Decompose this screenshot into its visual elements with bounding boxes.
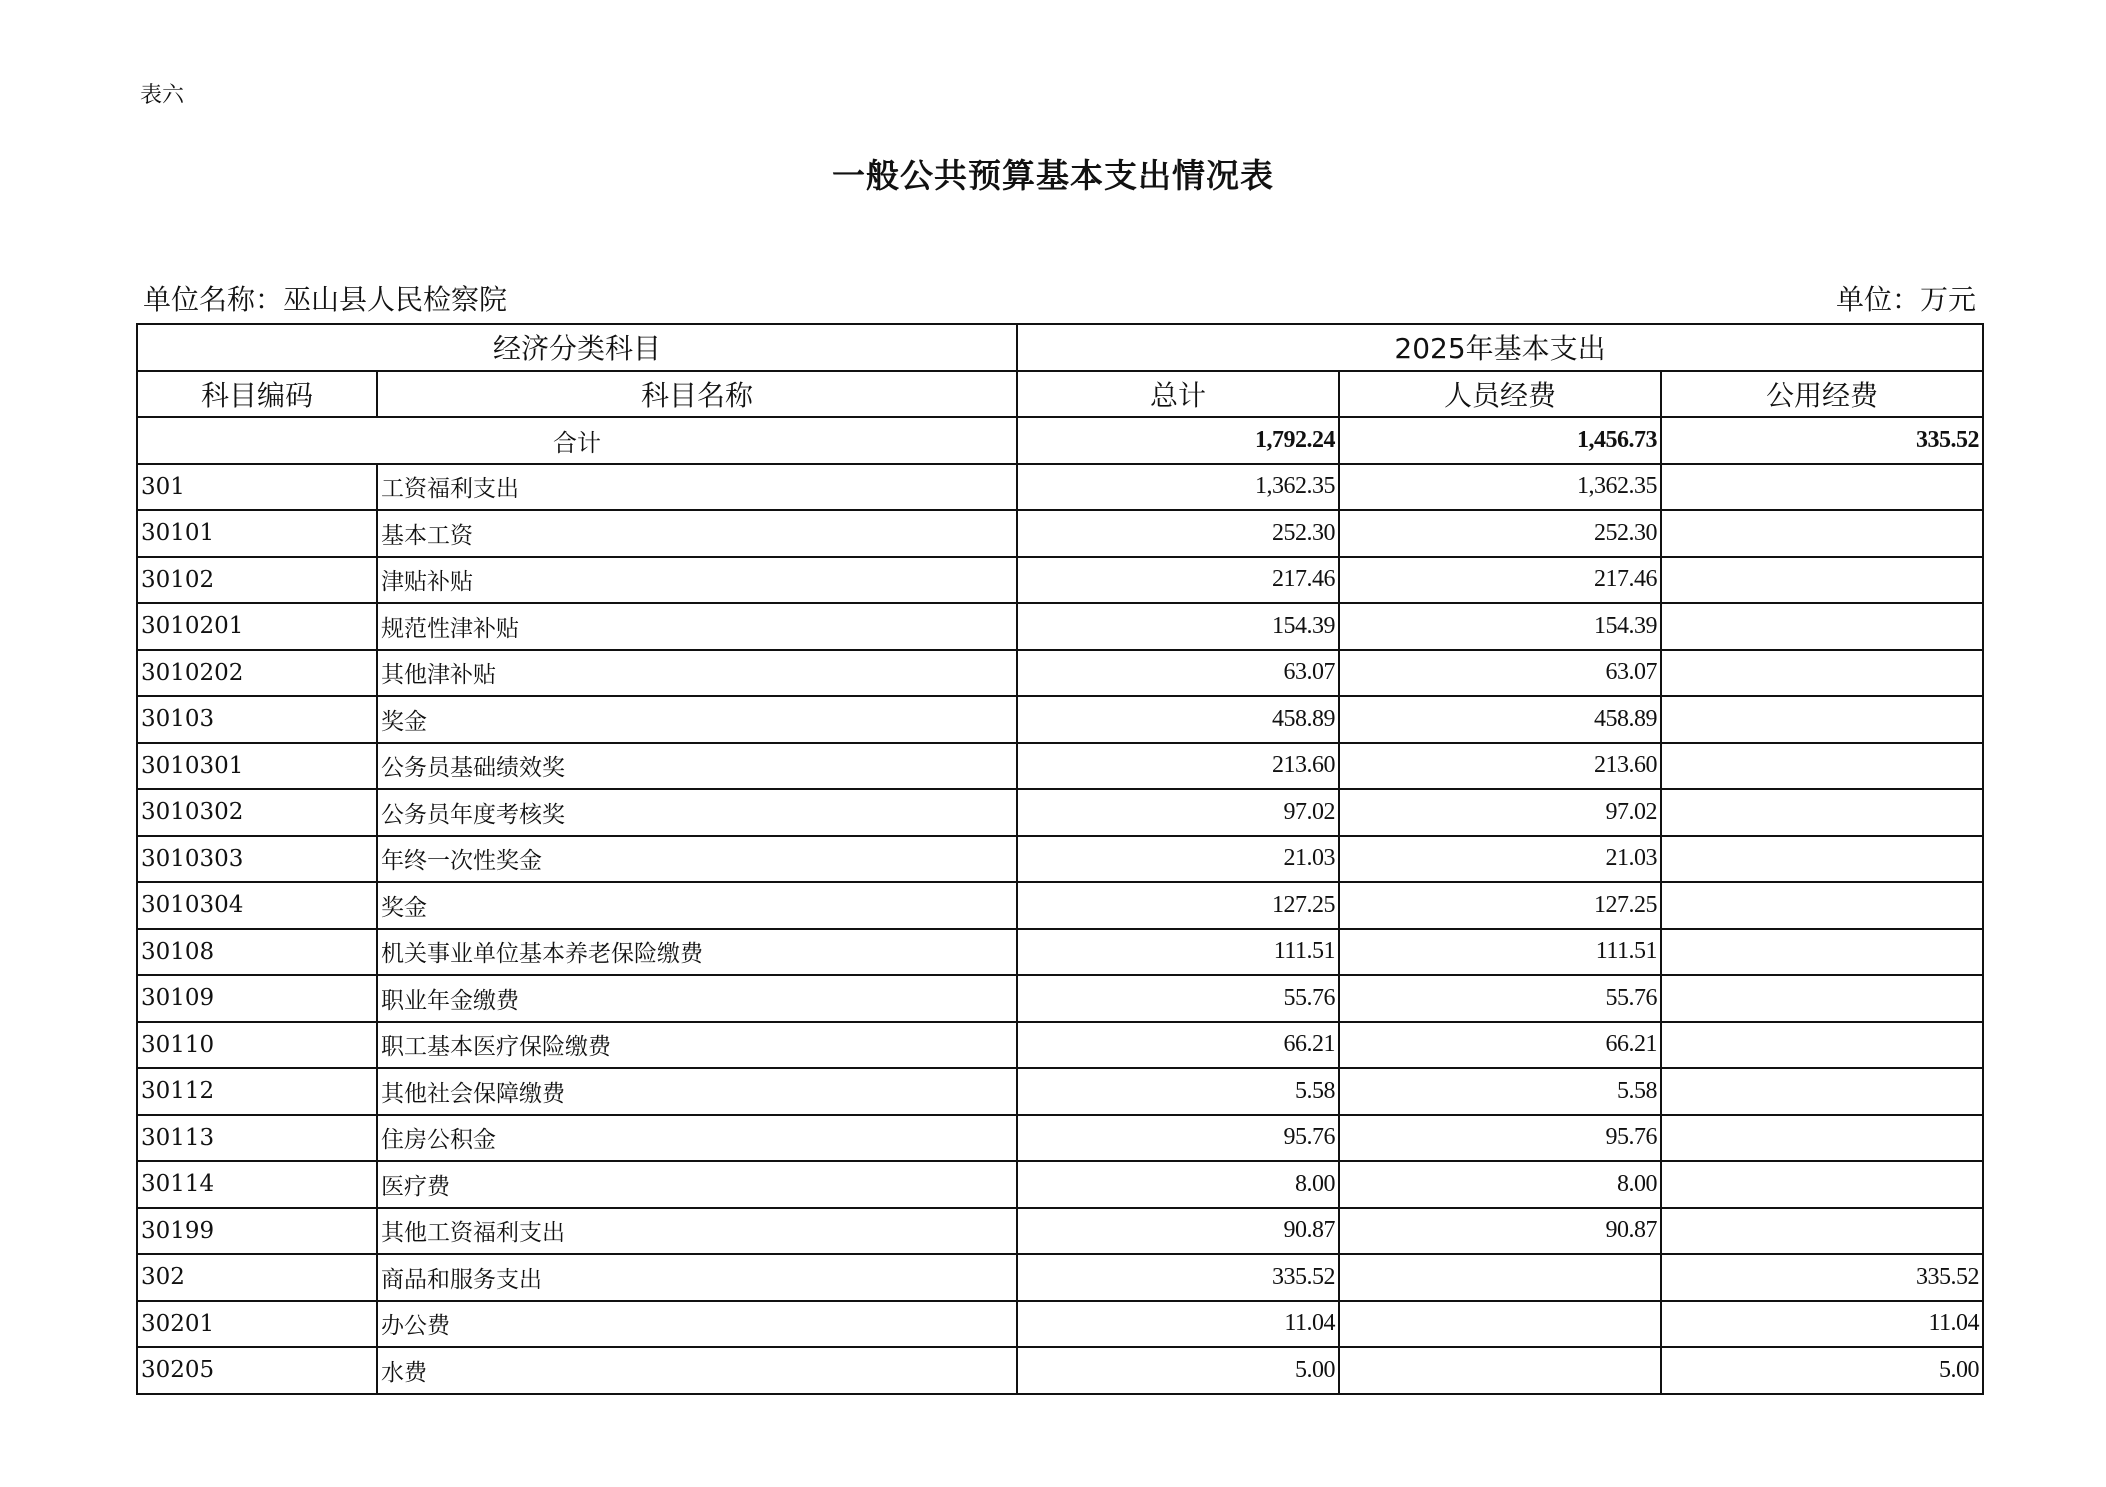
- subject-code-cell: 30112: [137, 1068, 377, 1115]
- subject-name-cell: 奖金: [377, 696, 1017, 743]
- subject-code-cell: 30201: [137, 1301, 377, 1348]
- total-cell: 66.21: [1017, 1022, 1339, 1069]
- subject-code-cell: 30108: [137, 929, 377, 976]
- public-cell: [1661, 1115, 1983, 1162]
- subject-name-cell: 职业年金缴费: [377, 975, 1017, 1022]
- table-row: [137, 1068, 1983, 1115]
- personnel-cell: [1339, 1301, 1661, 1348]
- personnel-cell: 97.02: [1339, 789, 1661, 836]
- total-personnel: 1,456.73: [1339, 417, 1661, 464]
- table-row: [137, 882, 1983, 929]
- personnel-cell: 5.58: [1339, 1068, 1661, 1115]
- personnel-cell: 252.30: [1339, 510, 1661, 557]
- personnel-cell: [1339, 1254, 1661, 1301]
- table-row: [137, 975, 1983, 1022]
- personnel-cell: 111.51: [1339, 929, 1661, 976]
- personnel-cell: 217.46: [1339, 557, 1661, 604]
- table-row: [137, 557, 1983, 604]
- total-cell: 11.04: [1017, 1301, 1339, 1348]
- total-cell: 111.51: [1017, 929, 1339, 976]
- unit-label: 单位：万元: [1835, 283, 1976, 316]
- table-row: [137, 1161, 1983, 1208]
- total-cell: 252.30: [1017, 510, 1339, 557]
- personnel-cell: 8.00: [1339, 1161, 1661, 1208]
- subject-name-cell: 规范性津补贴: [377, 603, 1017, 650]
- personnel-cell: 66.21: [1339, 1022, 1661, 1069]
- total-cell: 95.76: [1017, 1115, 1339, 1162]
- public-cell: [1661, 882, 1983, 929]
- public-cell: [1661, 696, 1983, 743]
- subject-code-cell: 30114: [137, 1161, 377, 1208]
- subject-name-cell: 年终一次性奖金: [377, 836, 1017, 883]
- unit-name: 单位名称：巫山县人民检察院: [143, 283, 508, 316]
- table-row: [137, 1254, 1983, 1301]
- subject-code-cell: 3010304: [137, 882, 377, 929]
- total-cell: 217.46: [1017, 557, 1339, 604]
- public-cell: [1661, 650, 1983, 697]
- total-cell: 154.39: [1017, 603, 1339, 650]
- public-cell: [1661, 1068, 1983, 1115]
- subject-name-cell: 水费: [377, 1347, 1017, 1394]
- total-cell: 55.76: [1017, 975, 1339, 1022]
- public-cell: [1661, 1161, 1983, 1208]
- total-cell: 213.60: [1017, 743, 1339, 790]
- total-cell: 1,362.35: [1017, 464, 1339, 511]
- header-column-row: [137, 371, 1983, 418]
- header-group-row: [137, 324, 1983, 371]
- public-cell: 5.00: [1661, 1347, 1983, 1394]
- table-row: [137, 650, 1983, 697]
- total-cell: 8.00: [1017, 1161, 1339, 1208]
- personnel-cell: 90.87: [1339, 1208, 1661, 1255]
- subject-name-cell: 商品和服务支出: [377, 1254, 1017, 1301]
- subject-name-cell: 机关事业单位基本养老保险缴费: [377, 929, 1017, 976]
- table-row: [137, 603, 1983, 650]
- public-cell: [1661, 743, 1983, 790]
- public-cell: [1661, 1208, 1983, 1255]
- subject-name-cell: 津贴补贴: [377, 557, 1017, 604]
- table-row: [137, 1115, 1983, 1162]
- public-cell: [1661, 836, 1983, 883]
- subject-name-cell: 其他津补贴: [377, 650, 1017, 697]
- subject-code-cell: 3010302: [137, 789, 377, 836]
- table-row: [137, 464, 1983, 511]
- personnel-cell: 1,362.35: [1339, 464, 1661, 511]
- subject-code-cell: 30199: [137, 1208, 377, 1255]
- public-cell: [1661, 929, 1983, 976]
- subject-code-cell: 3010301: [137, 743, 377, 790]
- subject-name-cell: 公务员基础绩效奖: [377, 743, 1017, 790]
- table-row: [137, 1301, 1983, 1348]
- budget-table: [136, 323, 1984, 1395]
- total-row: [137, 417, 1983, 464]
- subject-name-cell: 工资福利支出: [377, 464, 1017, 511]
- table-row: [137, 1208, 1983, 1255]
- subject-name-cell: 医疗费: [377, 1161, 1017, 1208]
- public-cell: 11.04: [1661, 1301, 1983, 1348]
- table-row: [137, 789, 1983, 836]
- personnel-cell: 213.60: [1339, 743, 1661, 790]
- header-personnel-expense: 人员经费: [1339, 371, 1661, 418]
- total-cell: 90.87: [1017, 1208, 1339, 1255]
- personnel-cell: 63.07: [1339, 650, 1661, 697]
- header-basic-expenditure: 2025年基本支出: [1017, 324, 1983, 371]
- table-row: [137, 510, 1983, 557]
- subject-name-cell: 其他工资福利支出: [377, 1208, 1017, 1255]
- subject-code-cell: 3010201: [137, 603, 377, 650]
- personnel-cell: 154.39: [1339, 603, 1661, 650]
- subject-code-cell: 30102: [137, 557, 377, 604]
- table-row: [137, 929, 1983, 976]
- total-label: 合计: [137, 417, 1017, 464]
- public-cell: [1661, 975, 1983, 1022]
- public-cell: [1661, 789, 1983, 836]
- public-cell: [1661, 510, 1983, 557]
- subject-name-cell: 公务员年度考核奖: [377, 789, 1017, 836]
- table-row: [137, 1347, 1983, 1394]
- public-cell: 335.52: [1661, 1254, 1983, 1301]
- personnel-cell: 458.89: [1339, 696, 1661, 743]
- total-cell: 5.58: [1017, 1068, 1339, 1115]
- subject-code-cell: 30103: [137, 696, 377, 743]
- table-row: [137, 696, 1983, 743]
- total-cell: 63.07: [1017, 650, 1339, 697]
- subject-code-cell: 30205: [137, 1347, 377, 1394]
- header-public-expense: 公用经费: [1661, 371, 1983, 418]
- subject-code-cell: 3010303: [137, 836, 377, 883]
- table-row: [137, 1022, 1983, 1069]
- subject-name-cell: 奖金: [377, 882, 1017, 929]
- total-cell: 127.25: [1017, 882, 1339, 929]
- subject-code-cell: 301: [137, 464, 377, 511]
- personnel-cell: 127.25: [1339, 882, 1661, 929]
- subject-name-cell: 住房公积金: [377, 1115, 1017, 1162]
- subject-code-cell: 302: [137, 1254, 377, 1301]
- total-cell: 458.89: [1017, 696, 1339, 743]
- personnel-cell: 95.76: [1339, 1115, 1661, 1162]
- personnel-cell: [1339, 1347, 1661, 1394]
- subject-name-cell: 基本工资: [377, 510, 1017, 557]
- public-cell: [1661, 557, 1983, 604]
- table-row: [137, 743, 1983, 790]
- public-cell: [1661, 464, 1983, 511]
- header-subject-code: 科目编码: [137, 371, 377, 418]
- subject-code-cell: 30109: [137, 975, 377, 1022]
- public-cell: [1661, 1022, 1983, 1069]
- header-total: 总计: [1017, 371, 1339, 418]
- subject-name-cell: 其他社会保障缴费: [377, 1068, 1017, 1115]
- total-cell: 335.52: [1017, 1254, 1339, 1301]
- header-subject-name: 科目名称: [377, 371, 1017, 418]
- subject-code-cell: 30110: [137, 1022, 377, 1069]
- total-cell: 5.00: [1017, 1347, 1339, 1394]
- subject-name-cell: 办公费: [377, 1301, 1017, 1348]
- subject-code-cell: 30113: [137, 1115, 377, 1162]
- table-row: [137, 836, 1983, 883]
- subject-name-cell: 职工基本医疗保险缴费: [377, 1022, 1017, 1069]
- page-title: 一般公共预算基本支出情况表: [832, 156, 1274, 195]
- subject-code-cell: 30101: [137, 510, 377, 557]
- personnel-cell: 55.76: [1339, 975, 1661, 1022]
- total-cell: 97.02: [1017, 789, 1339, 836]
- total-cell: 21.03: [1017, 836, 1339, 883]
- personnel-cell: 21.03: [1339, 836, 1661, 883]
- page-label: 表六: [140, 83, 185, 108]
- total-sum: 1,792.24: [1017, 417, 1339, 464]
- public-cell: [1661, 603, 1983, 650]
- header-economic-classification: 经济分类科目: [137, 324, 1017, 371]
- subject-code-cell: 3010202: [137, 650, 377, 697]
- total-public: 335.52: [1661, 417, 1983, 464]
